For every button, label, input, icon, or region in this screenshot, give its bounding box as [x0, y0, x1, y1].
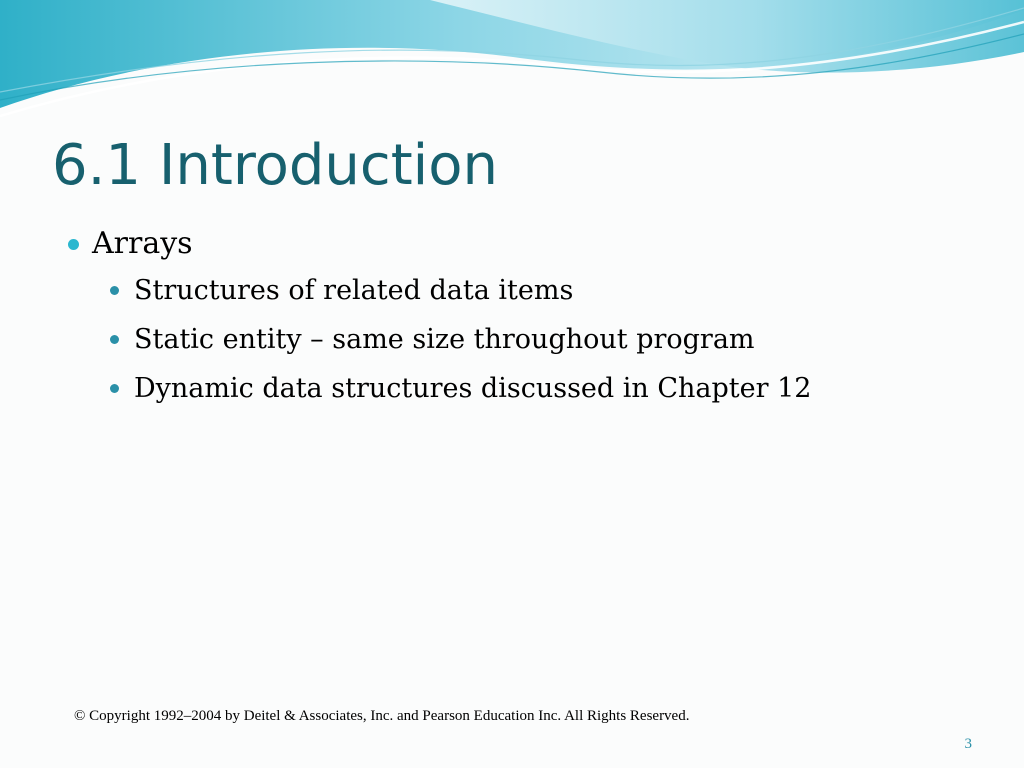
sub-bullet-text: Static entity – same size throughout program: [134, 324, 755, 355]
bullet-icon: [110, 335, 119, 344]
sub-bullet-text: Dynamic data structures discussed in Chapter 12: [134, 373, 812, 404]
slide-number: 3: [964, 736, 972, 752]
header-wave-decoration: [0, 0, 1024, 130]
copyright-footer: © Copyright 1992–2004 by Deitel & Associates, Inc. and Pearson Education Inc. All Rights Reserved.: [74, 708, 690, 724]
bullet-icon: [68, 239, 79, 250]
bullet-item: [62, 222, 1002, 266]
slide-body: [62, 222, 1002, 413]
sub-bullet-text: Structures of related data items: [134, 275, 574, 306]
bullet-icon: [110, 384, 119, 393]
bullet-text: Arrays: [92, 226, 193, 261]
bullet-icon: [110, 286, 119, 295]
sub-bullet-item: [104, 266, 1002, 315]
sub-bullet-item: [104, 315, 1002, 364]
sub-bullet-item: [104, 364, 1002, 413]
slide-title: 6.1 Introduction: [52, 133, 498, 198]
